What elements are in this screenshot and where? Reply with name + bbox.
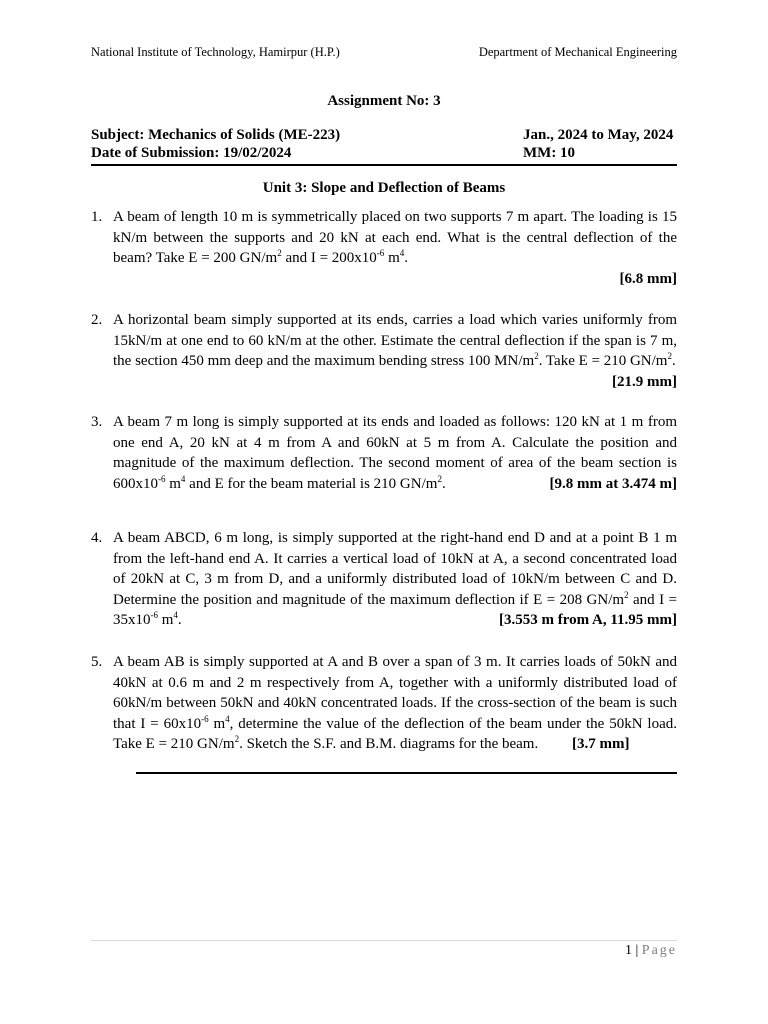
- question-5: 5. A beam AB is simply supported at A and B over a span of 3 m. It carries loads of 50kN and 40kN at 0.6 m and 2 m respectively from A, together with a uniformly distributed load of 60kN/m between 50kN and 40kN concentrated loads. If the cross-section of the beam is such that $I = 60x10^{-6}$ $m^4$, determine the value of the deflection of the beam under the 50kN load. Take E = 210 $GN/m^2$. Sketch the S.F. and B.M. diagrams for the beam. [3.7 mm]: [91, 654, 677, 753]
- assignment-title: Assignment No: 3: [327, 93, 441, 109]
- department-name: Department of Mechanical Engineering: [478, 45, 677, 59]
- assignment-meta: [91, 127, 677, 163]
- question-number: 4.: [91, 530, 103, 546]
- answer: [9.8 mm at 3.474 m]: [549, 475, 677, 492]
- question-number: 1.: [91, 209, 103, 225]
- header-divider: [91, 164, 677, 166]
- max-marks: MM: 10: [523, 145, 576, 161]
- answer: [21.9 mm]: [612, 373, 677, 390]
- page-footer: [625, 943, 677, 959]
- unit-heading: Unit 3: Slope and Deflection of Beams: [262, 180, 506, 196]
- page-header: [91, 45, 677, 63]
- session-label: Jan., 2024 to May, 2024: [523, 127, 674, 143]
- answer: [3.7 mm]: [571, 736, 630, 753]
- submission-date: Date of Submission: 19/02/2024: [91, 145, 292, 161]
- question-number: 2.: [91, 312, 103, 328]
- question-1: 1. A beam of length 10 m is symmetrically placed on two supports 7 m apart. The loading is 15 kN/m between the supports and 20 kN at each end. What is the central deflection of the beam? Take E = 200 $GN/m^2$ and $I = 200x10^{-6}$ $m^4$. [6.8 mm]: [91, 207, 677, 289]
- question-2: 2. A horizontal beam simply supported at its ends, carries a load which varies uniformly from 15kN/m at one end to 60 kN/m at the other. Estimate the central deflection if the span is 7 m, the section 450 mm deep and the maximum bending stress 100 $MN/m^2$. Take E = 210 $GN/m^2$. [21.9 mm]: [91, 310, 677, 392]
- subject-label: Subject: Mechanics of Solids (ME-223): [91, 127, 341, 143]
- answer: [6.8 mm]: [619, 270, 677, 287]
- question-4: 4. A beam ABCD, 6 m long, is simply supported at the right-hand end D and at a point B 1 m from the left-hand end A. It carries a vertical load of 10kN at A, a second concentrated load of 20kN at C, 3 m from D, and a uniformly distributed load of 10kN/m between C and D. Determine the position and magnitude of the maximum deflection if E = 208 $GN/m^2$ and $I = 35x10^{-6}$ $m^4$. [3.553 m from A, 11.95 mm]: [91, 528, 677, 631]
- question-3: 3. A beam 7 m long is simply supported at its ends and loaded as follows: 120 kN at 1 m from one end A, 20 kN at 4 m from A and 60kN at 5 m from A. Calculate the position and magnitude of the maximum deflection. The second moment of area of the beam section is $600x10^{-6}$ $m^4$ and E for the beam material is 210 $GN/m^2$. [9.8 mm at 3.474 m]: [91, 412, 677, 494]
- question-number: 3.: [91, 414, 103, 430]
- answer: [3.553 m from A, 11.95 mm]: [498, 612, 677, 629]
- question-number: 5.: [91, 654, 103, 670]
- page-number: 1: [624, 943, 632, 958]
- page-label: Page: [641, 943, 677, 958]
- institute-name: National Institute of Technology, Hamirpur (H.P.): [91, 45, 340, 59]
- footer-divider: [91, 940, 677, 941]
- page-separator: |: [635, 943, 639, 958]
- end-divider: [136, 772, 677, 774]
